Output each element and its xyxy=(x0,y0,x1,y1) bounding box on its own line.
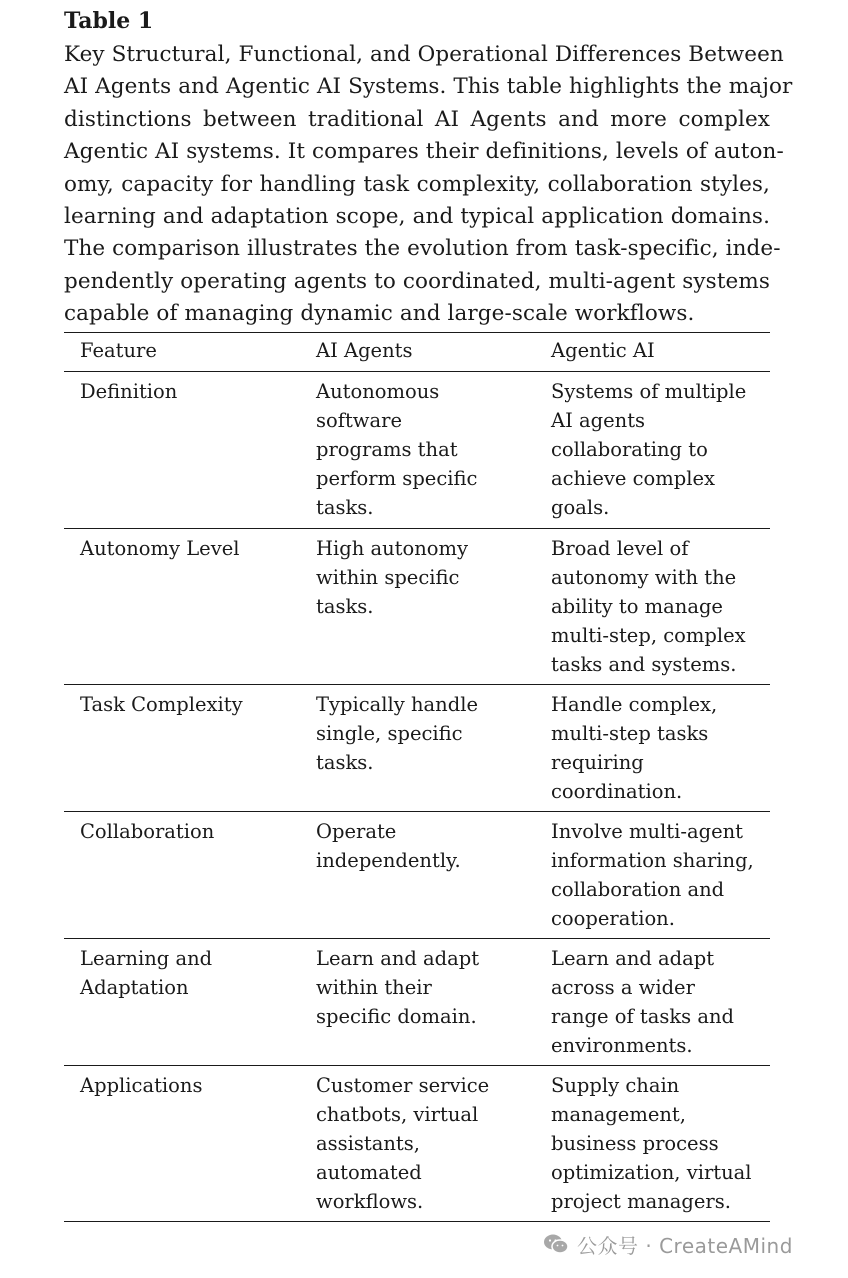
table-row-rule xyxy=(64,528,770,529)
table-cell-ai-agents xyxy=(316,1071,489,1216)
wechat-icon xyxy=(543,1233,569,1255)
cell-line: multi-step, complex xyxy=(551,624,746,647)
cell-line: Operate xyxy=(316,820,397,843)
watermark-text: 公众号 · CreateAMind xyxy=(577,1233,793,1258)
table-row-rule xyxy=(64,371,770,372)
cell-line: Systems of multiple xyxy=(551,380,747,403)
cell-line: within their xyxy=(316,976,432,999)
cell-line: Broad level of xyxy=(551,537,689,560)
table-cell-feature xyxy=(80,1071,202,1100)
table-cell-feature xyxy=(80,817,214,846)
cell-line: automated xyxy=(316,1161,422,1184)
cell-line: Typically handle xyxy=(316,693,478,716)
cell-line: management, xyxy=(551,1103,686,1126)
table-cell-feature xyxy=(80,377,177,406)
table-row-rule xyxy=(64,811,770,812)
cell-line: collaboration and xyxy=(551,878,725,901)
caption-line: capable of managing dynamic and large-scale workflows. xyxy=(64,301,695,327)
caption-line: Agentic AI systems. It compares their definitions, levels of auton- xyxy=(64,139,784,165)
table-header-cell: Agentic AI xyxy=(551,339,655,362)
caption-line: omy, capacity for handling task complexity, collaboration styles, xyxy=(64,171,770,197)
cell-line: AI agents xyxy=(551,409,646,432)
table-caption xyxy=(64,39,793,331)
cell-line: Applications xyxy=(80,1074,203,1097)
cell-line: independently. xyxy=(316,849,461,872)
cell-line: Autonomy Level xyxy=(80,537,240,560)
table-label: Table 1 xyxy=(64,8,154,34)
table-cell-ai-agents xyxy=(316,377,477,522)
cell-line: workflows. xyxy=(316,1190,424,1213)
table-row-rule xyxy=(64,938,770,939)
cell-line: software xyxy=(316,409,402,432)
cell-line: Task Complexity xyxy=(80,693,243,716)
cell-line: environments. xyxy=(551,1034,693,1057)
table-cell-agentic-ai xyxy=(551,817,754,933)
caption-line: learning and adaptation scope, and typical application domains. xyxy=(64,204,770,230)
cell-line: coordination. xyxy=(551,780,683,803)
cell-line: chatbots, virtual xyxy=(316,1103,479,1126)
cell-line: tasks. xyxy=(316,595,374,618)
cell-line: autonomy with the xyxy=(551,566,737,589)
cell-line: Supply chain xyxy=(551,1074,680,1097)
table-cell-feature xyxy=(80,944,212,1002)
table-cell-agentic-ai xyxy=(551,690,717,806)
table-cell-agentic-ai xyxy=(551,944,734,1060)
table-cell-ai-agents xyxy=(316,690,478,777)
table-top-rule xyxy=(64,332,770,333)
cell-line: Customer service xyxy=(316,1074,490,1097)
table-header-cell: Feature xyxy=(80,339,157,362)
cell-line: High autonomy xyxy=(316,537,469,560)
cell-line: tasks. xyxy=(316,751,374,774)
cell-line: Collaboration xyxy=(80,820,215,843)
table-cell-feature xyxy=(80,534,240,563)
table-cell-agentic-ai xyxy=(551,1071,752,1216)
cell-line: assistants, xyxy=(316,1132,420,1155)
cell-line: Involve multi-agent xyxy=(551,820,744,843)
cell-line: Adaptation xyxy=(80,976,189,999)
table-header-cell: AI Agents xyxy=(316,339,413,362)
cell-line: within specific xyxy=(316,566,460,589)
watermark xyxy=(543,1229,793,1259)
caption-line: pendently operating agents to coordinated, multi-agent systems xyxy=(64,268,770,294)
cell-line: programs that xyxy=(316,438,458,461)
caption-line: distinctions between traditional AI Agents and more complex xyxy=(64,106,770,132)
table-cell-ai-agents xyxy=(316,534,468,621)
cell-line: information sharing, xyxy=(551,849,754,872)
cell-line: tasks and systems. xyxy=(551,653,737,676)
cell-line: goals. xyxy=(551,496,610,519)
table-cell-feature xyxy=(80,690,243,719)
cell-line: collaborating to xyxy=(551,438,708,461)
cell-line: specific domain. xyxy=(316,1005,477,1028)
table-row-rule xyxy=(64,1065,770,1066)
cell-line: across a wider xyxy=(551,976,695,999)
cell-line: Learn and adapt xyxy=(551,947,715,970)
table-cell-agentic-ai xyxy=(551,534,746,679)
cell-line: optimization, virtual xyxy=(551,1161,752,1184)
cell-line: Handle complex, xyxy=(551,693,718,716)
table-row-rule xyxy=(64,684,770,685)
caption-line: The comparison illustrates the evolution from task-specific, inde- xyxy=(64,236,781,262)
cell-line: perform specific xyxy=(316,467,478,490)
cell-line: range of tasks and xyxy=(551,1005,735,1028)
table-bottom-rule xyxy=(64,1221,770,1222)
cell-line: business process xyxy=(551,1132,719,1155)
cell-line: achieve complex xyxy=(551,467,716,490)
cell-line: tasks. xyxy=(316,496,374,519)
table-cell-ai-agents xyxy=(316,817,461,875)
cell-line: Learn and adapt xyxy=(316,947,480,970)
cell-line: requiring xyxy=(551,751,644,774)
table-cell-ai-agents xyxy=(316,944,479,1031)
caption-line: Key Structural, Functional, and Operational Differences Between xyxy=(64,42,784,67)
table-cell-agentic-ai xyxy=(551,377,746,522)
cell-line: Autonomous xyxy=(316,380,440,403)
cell-line: single, specific xyxy=(316,722,463,745)
cell-line: cooperation. xyxy=(551,907,675,930)
cell-line: ability to manage xyxy=(551,595,723,618)
cell-line: Definition xyxy=(80,380,178,403)
caption-line: AI Agents and Agentic AI Systems. This table highlights the major xyxy=(64,74,793,100)
cell-line: Learning and xyxy=(80,947,213,970)
cell-line: multi-step tasks xyxy=(551,722,709,745)
cell-line: project managers. xyxy=(551,1190,731,1213)
